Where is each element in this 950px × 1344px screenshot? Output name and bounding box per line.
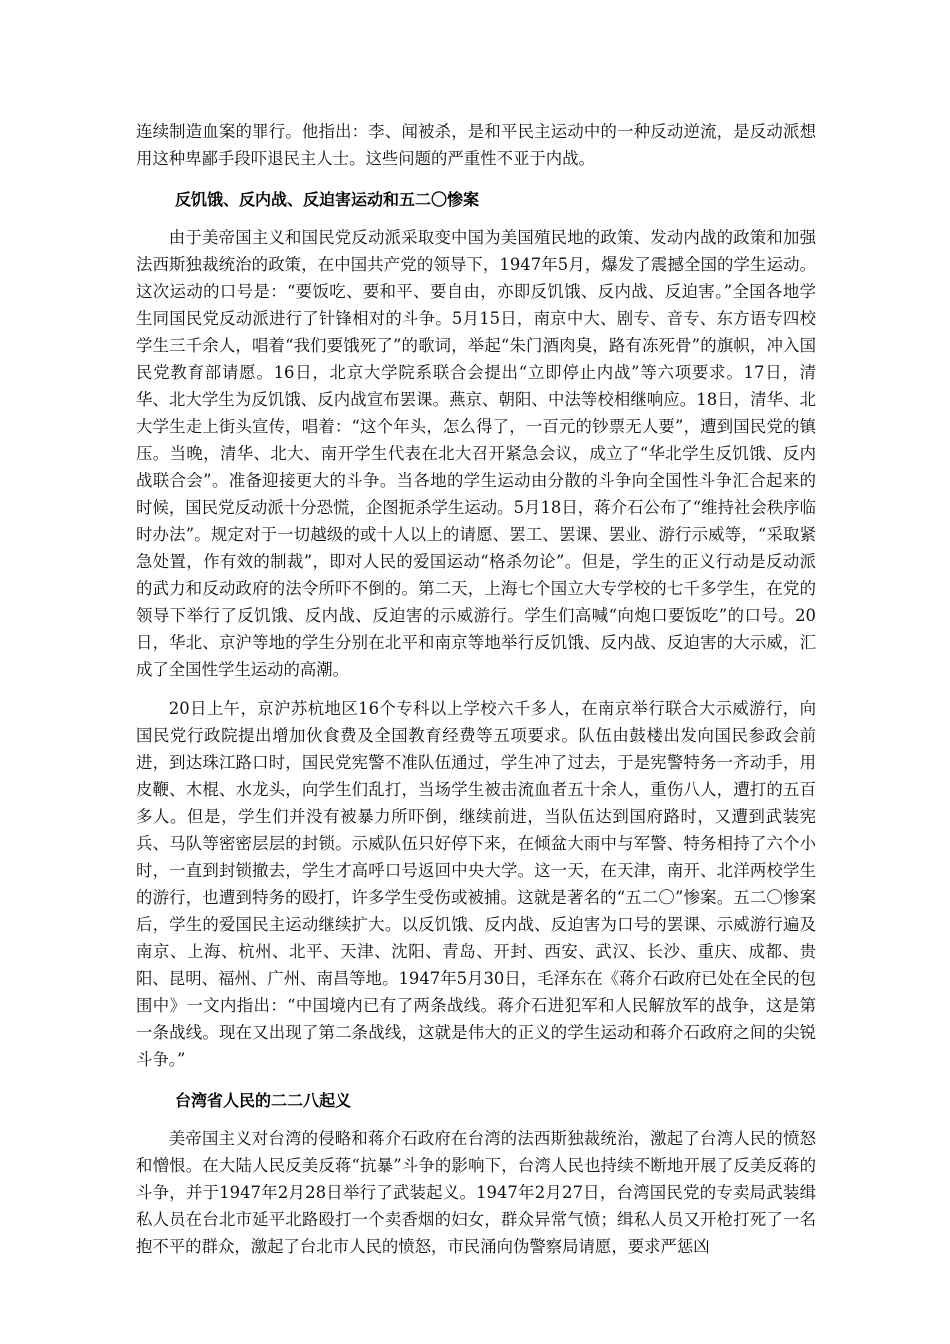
- paragraph-taiwan-uprising: 美帝国主义对台湾的侵略和蒋介石政府在台湾的法西斯独裁统治，激起了台湾人民的愤怒和憎恨。在大陆人民反美反蒋“抗暴”斗争的影响下，台湾人民也持续不断地开展了反美反蒋的斗争，并于1947年2月28日举行了武装起义。1947年2月27日，台湾国民党的专卖局武装缉私人员在台北市延平北路殴打一个卖香烟的妇女，群众异常气愤；缉私人员又开枪打死了一名抱不平的群众，激起了台北市人民的愤怒，市民涌向伪警察局请愿，要求严惩凶: [136, 1129, 816, 1256]
- section-heading-may20-incident: 反饥饿、反内战、反迫害运动和五二〇惨案: [175, 190, 480, 209]
- section-heading-taiwan-228: 台湾省人民的二二八起义: [175, 1091, 352, 1110]
- paragraph-intro-continuation: 连续制造血案的罪行。他指出：李、闻被杀，是和平民主运动中的一种反动逆流，是反动派想用这种卑鄙手段吓退民主人士。这些问题的严重性不亚于内战。: [136, 122, 816, 168]
- paragraph-may20-events: 20日上午，京沪苏杭地区16个专科以上学校六千多人，在南京举行联合大示威游行，向国民党行政院提出增加伙食费及全国教育经费等五项要求。队伍由鼓楼出发向国民参政会前进，到达珠江路口时，国民党宪警不准队伍通过，学生冲了过去，于是宪警特务一齐动手，用皮鞭、木棍、水龙头，向学生们乱打，当场学生被击流血者五十余人，重伤八人，遭打的五百多人。但是，学生们并没有被暴力所吓倒，继续前进，当队伍达到国府路时，又遭到武装宪兵、马队等密密层层的封锁。示威队伍只好停下来，在倾盆大雨中与军警、特务相持了六个小时，一直到封锁撤去，学生才高呼口号返回中央大学。这一天，在天津，南开、北洋两校学生的游行，也遭到特务的殴打，许多学生受伤或被捕。这就是著名的“五二〇”惨案。五二〇惨案后，学生的爱国民主运动继续扩大。以反饥饿、反内战、反迫害为口号的罢课、示威游行遍及南京、上海、杭州、北平、天津、沈阳、青岛、开封、西安、武汉、长沙、重庆、成都、贵阳、昆明、福州、广州、南昌等地。1947年5月30日，毛泽东在《蒋介石政府已处在全民的包围中》一文内指出：“中国境内已有了两条战线。蒋介石进犯军和人民解放军的战争，这是第一条战线。现在又出现了第二条战线，这就是伟大的正义的学生运动和蒋介石政府之间的尖锐斗争。”: [136, 699, 816, 1069]
- paragraph-student-movement: 由于美帝国主义和国民党反动派采取变中国为美国殖民地的政策、发动内战的政策和加强法西斯独裁统治的政策，在中国共产党的领导下，1947年5月，爆发了震撼全国的学生运动。这次运动的口号是：“要饭吃、要和平、要自由，亦即反饥饿、反内战、反迫害。”全国各地学生同国民党反动派进行了针锋相对的斗争。5月15日，南京中大、剧专、音专、东方语专四校学生三千余人，唱着“我们要饿死了”的歌词，举起“朱门酒肉臭，路有冻死骨”的旗帜，冲入国民党教育部请愿。16日，北京大学院系联合会提出“立即停止内战”等六项要求。17日，清华、北大学生为反饥饿、反内战宣布罢课。燕京、朝阳、中法等校相继响应。18日，清华、北大学生走上街头宣传，唱着：“这个年头，怎么得了，一百元的钞票无人要”，遭到国民党的镇压。当晚，清华、北大、南开学生代表在北大召开紧急会议，成立了“华北学生反饥饿、反内战联合会”。准备迎接更大的斗争。当各地的学生运动由分散的斗争向全国性斗争汇合起来的时候，国民党反动派十分恐慌，企图扼杀学生运动。5月18日，蒋介石公布了“维持社会秩序临时办法”。规定对于一切越级的或十人以上的请愿、罢工、罢课、罢业、游行示威等，“采取紧急处置，作有效的制裁”，即对人民的爱国运动“格杀勿论”。但是，学生的正义行动是反动派的武力和反动政府的法令所吓不倒的。第二天，上海七个国立大专学校的七千多学生，在党的领导下举行了反饥饿、反内战、反迫害的示威游行。学生们高喊“向炮口要饭吃”的口号。20日，华北、京沪等地的学生分别在北平和南京等地举行反饥饿、反内战、反迫害的大示威，汇成了全国性学生运动的高潮。: [136, 228, 816, 679]
- document-page: [136, 118, 816, 1260]
